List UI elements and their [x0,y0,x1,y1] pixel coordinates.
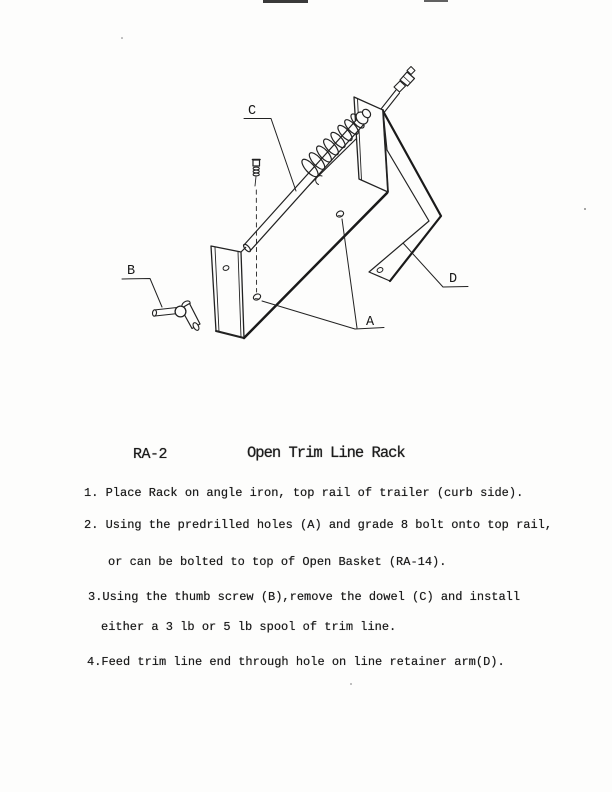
leader-line-c [244,119,296,192]
scan-speck [350,683,352,685]
model-number: RA-2 [133,446,168,463]
thumb-screw [152,299,200,331]
label-a: A [366,315,375,330]
instruction-line-3: 3.Using the thumb screw (B),remove the dowel (C) and install [88,590,521,604]
leader-line-a-upper [342,219,357,328]
instruction-line-4: 4.Feed trim line end through hole on line retainer arm(D). [87,655,505,669]
label-b: B [127,264,136,279]
leader-line-a-lower [262,301,355,329]
mount-hole-upper [335,210,344,219]
label-d: D [449,272,458,287]
instruction-line-3-cont: either a 3 lb or 5 lb spool of trim line. [101,620,397,634]
set-screw [253,160,261,293]
page-title: Open Trim Line Rack [247,444,405,462]
left-end-plate [211,246,244,338]
callouts [122,119,468,330]
label-c: C [248,104,257,119]
thumb-screw-boss [175,306,186,317]
leader-line-b [122,279,162,308]
instruction-line-2-cont: or can be bolted to top of Open Basket (RA-14). [108,555,447,569]
mount-hole-lower [252,293,261,302]
instruction-line-2: 2. Using the predrilled holes (A) and grade 8 bolt onto top rail, [84,518,553,532]
end-bracket-plate [354,97,388,192]
spring-end-hook [316,176,322,185]
instruction-line-1: 1. Place Rack on angle iron, top rail of trailer (curb side). [84,486,524,500]
mounting-bolt [381,67,415,113]
